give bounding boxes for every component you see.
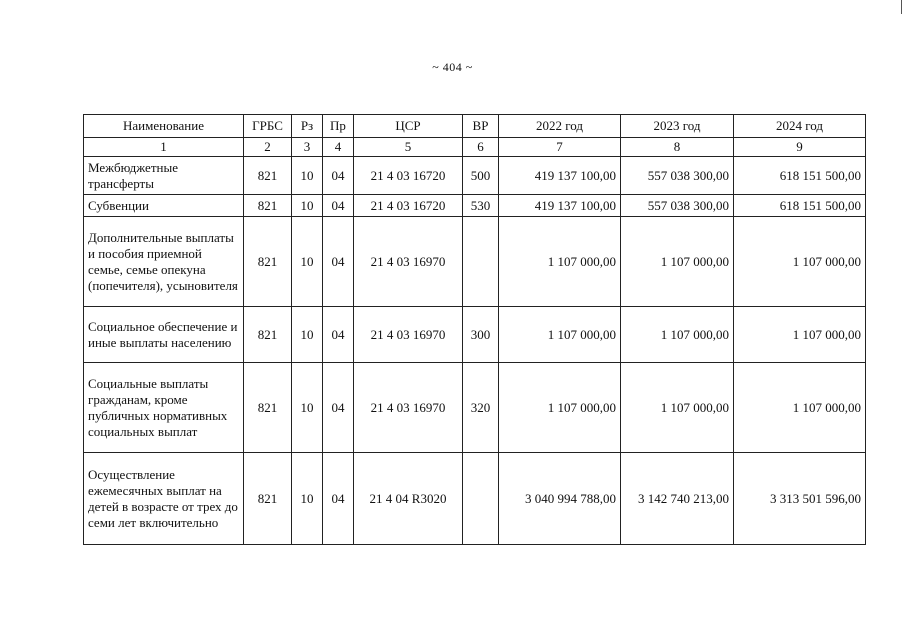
row-2022: 419 137 100,00	[499, 157, 621, 195]
row-2024: 3 313 501 596,00	[734, 453, 866, 545]
page-number: ~ 404 ~	[432, 60, 473, 74]
row-rz: 10	[292, 363, 323, 453]
row-2023: 1 107 000,00	[621, 363, 734, 453]
row-2022: 1 107 000,00	[499, 217, 621, 307]
row-name: Межбюджетные трансферты	[84, 157, 244, 195]
row-csr: 21 4 03 16720	[354, 157, 463, 195]
row-2022: 419 137 100,00	[499, 195, 621, 217]
row-rz: 10	[292, 157, 323, 195]
header-2024: 2024 год	[734, 115, 866, 138]
row-2024: 618 151 500,00	[734, 157, 866, 195]
row-rz: 10	[292, 307, 323, 363]
row-vr	[463, 217, 499, 307]
row-vr: 320	[463, 363, 499, 453]
row-csr: 21 4 03 16720	[354, 195, 463, 217]
row-pr: 04	[323, 195, 354, 217]
column-number: 7	[499, 138, 621, 157]
row-2024: 1 107 000,00	[734, 217, 866, 307]
row-csr: 21 4 03 16970	[354, 217, 463, 307]
row-grbs: 821	[244, 453, 292, 545]
header-rz: Рз	[292, 115, 323, 138]
row-grbs: 821	[244, 217, 292, 307]
header-pr: Пр	[323, 115, 354, 138]
row-2024: 1 107 000,00	[734, 307, 866, 363]
row-name: Социальное обеспечение и иные выплаты населению	[84, 307, 244, 363]
row-2023: 557 038 300,00	[621, 157, 734, 195]
table-row	[84, 363, 866, 453]
row-2023: 3 142 740 213,00	[621, 453, 734, 545]
column-number: 2	[244, 138, 292, 157]
row-pr: 04	[323, 363, 354, 453]
header-csr: ЦСР	[354, 115, 463, 138]
row-rz: 10	[292, 453, 323, 545]
row-2023: 557 038 300,00	[621, 195, 734, 217]
row-csr: 21 4 03 16970	[354, 307, 463, 363]
row-name: Дополнительные выплаты и пособия приемной семье, семье опекуна (попечителя), усыновителя	[84, 217, 244, 307]
row-2024: 618 151 500,00	[734, 195, 866, 217]
table-row	[84, 453, 866, 545]
row-vr	[463, 453, 499, 545]
table-row	[84, 217, 866, 307]
row-pr: 04	[323, 307, 354, 363]
table-row	[84, 195, 866, 217]
table-header-row	[84, 115, 866, 138]
table-row	[84, 157, 866, 195]
table-row	[84, 307, 866, 363]
row-2022: 1 107 000,00	[499, 363, 621, 453]
header-vr: ВР	[463, 115, 499, 138]
row-grbs: 821	[244, 307, 292, 363]
row-vr: 530	[463, 195, 499, 217]
row-2022: 1 107 000,00	[499, 307, 621, 363]
budget-table	[83, 114, 866, 545]
header-2023: 2023 год	[621, 115, 734, 138]
column-number: 1	[84, 138, 244, 157]
row-2024: 1 107 000,00	[734, 363, 866, 453]
column-number: 6	[463, 138, 499, 157]
row-rz: 10	[292, 195, 323, 217]
row-vr: 300	[463, 307, 499, 363]
row-name: Субвенции	[84, 195, 244, 217]
row-2022: 3 040 994 788,00	[499, 453, 621, 545]
row-pr: 04	[323, 217, 354, 307]
row-pr: 04	[323, 453, 354, 545]
row-2023: 1 107 000,00	[621, 217, 734, 307]
column-number: 8	[621, 138, 734, 157]
row-name: Социальные выплаты гражданам, кроме публичных нормативных социальных выплат	[84, 363, 244, 453]
row-rz: 10	[292, 217, 323, 307]
column-number: 4	[323, 138, 354, 157]
row-2023: 1 107 000,00	[621, 307, 734, 363]
scan-edge-mark	[901, 0, 902, 14]
row-vr: 500	[463, 157, 499, 195]
column-number: 9	[734, 138, 866, 157]
row-pr: 04	[323, 157, 354, 195]
row-grbs: 821	[244, 363, 292, 453]
header-name: Наименование	[84, 115, 244, 138]
column-number: 5	[354, 138, 463, 157]
column-number: 3	[292, 138, 323, 157]
header-2022: 2022 год	[499, 115, 621, 138]
row-csr: 21 4 03 16970	[354, 363, 463, 453]
header-grbs: ГРБС	[244, 115, 292, 138]
row-grbs: 821	[244, 157, 292, 195]
column-number-row	[84, 138, 866, 157]
row-grbs: 821	[244, 195, 292, 217]
row-csr: 21 4 04 R3020	[354, 453, 463, 545]
row-name: Осуществление ежемесячных выплат на детей в возрасте от трех до семи лет включительно	[84, 453, 244, 545]
